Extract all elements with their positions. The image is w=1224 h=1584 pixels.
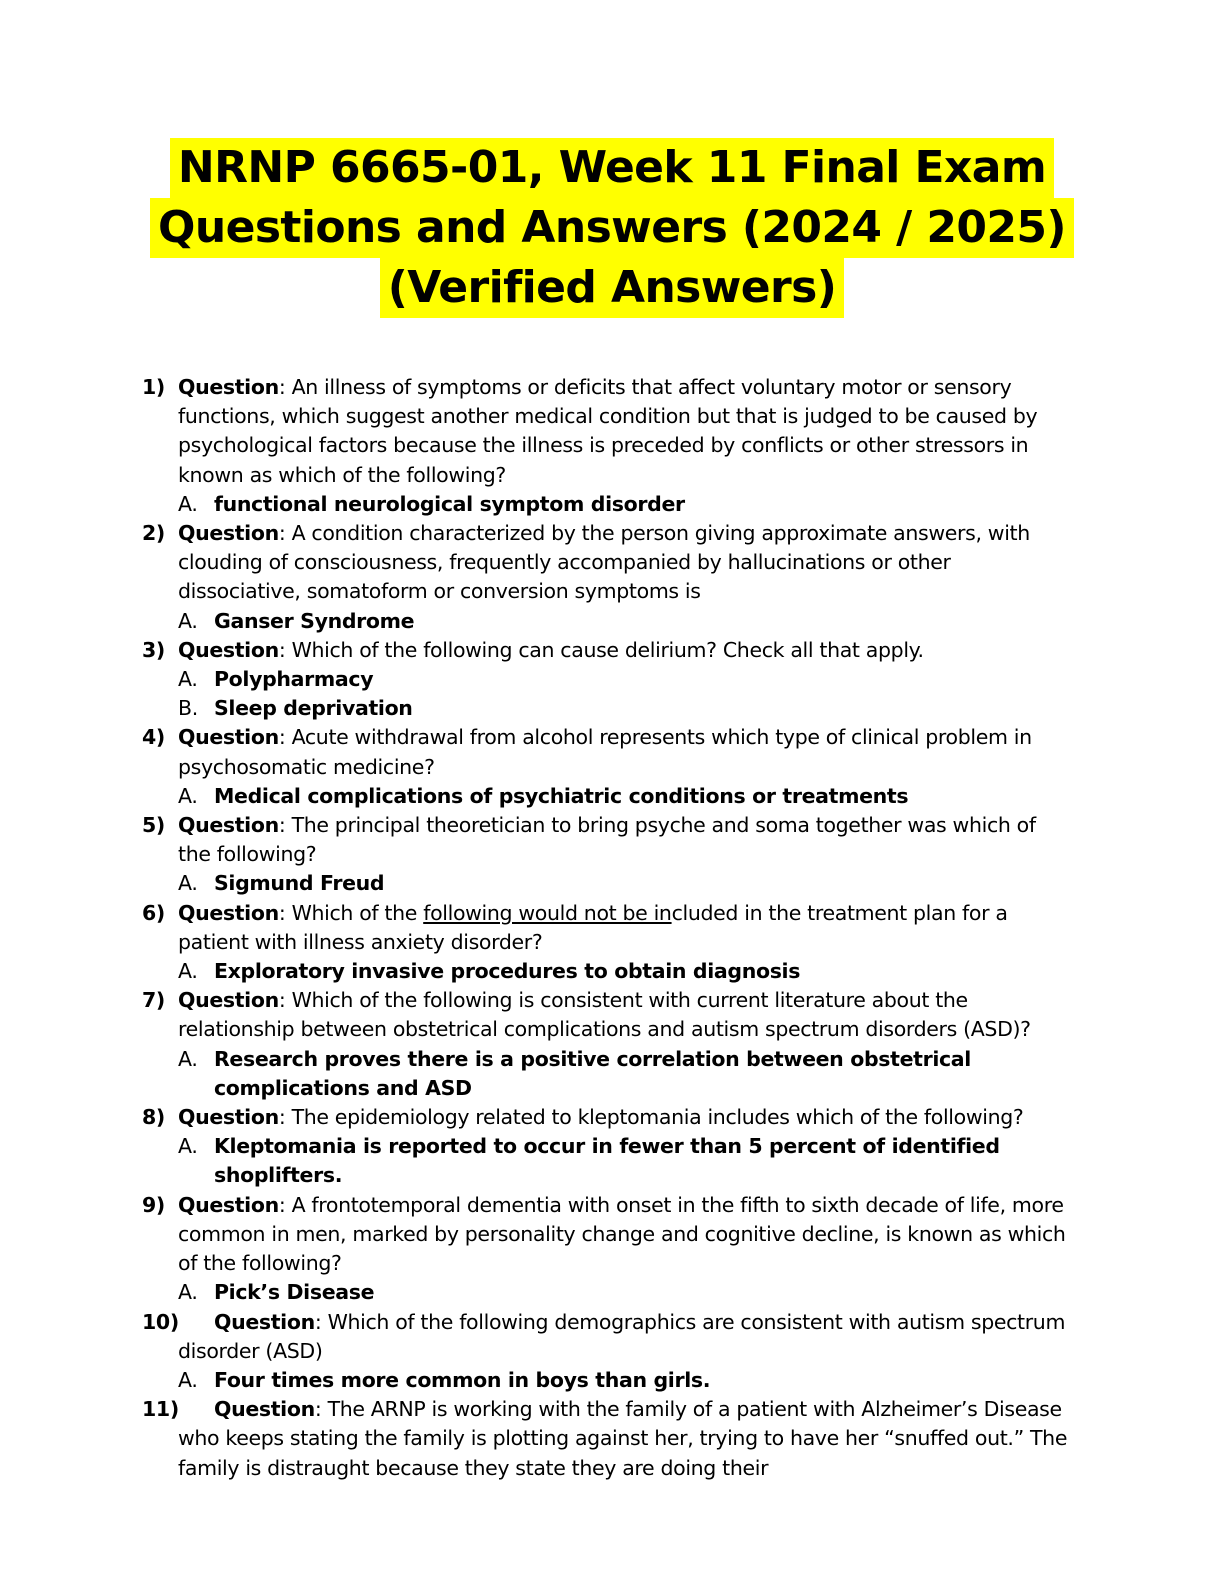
question-number: 8) [142,1105,165,1130]
answer-item [178,1366,1074,1395]
question-item [0,1395,1224,1483]
answer-letter: A. [178,1280,198,1305]
question-number: 2) [142,521,165,546]
answer-letter: A. [178,1046,198,1071]
question-label: Question [178,988,279,1013]
question-text: : A condition characterized by the person giving approximate answers, with clouding of consciousness, frequently accompanied by hallucinations or other dissociative, somatoform or conversion symptoms is [178,521,1030,604]
answer-text: Sleep deprivation [214,696,413,721]
question-item [0,1191,1224,1308]
question-text-after: cluded in the treatment plan for a patient with illness anxiety disorder? [178,900,1008,954]
question-number: 4) [142,725,165,750]
answer-item [178,1045,1074,1103]
question-number: 1) [142,375,165,399]
question-number: 6) [142,900,165,925]
question-label: Question [214,1309,315,1334]
answer-letter: A. [178,1134,198,1159]
question-text-underlined: following would not be in [423,900,672,925]
answer-text: Four times more common in boys than girls. [214,1367,711,1392]
answer-item [178,957,1074,986]
answer-item [178,490,1074,519]
answer-text: functional neurological symptom disorder [214,491,685,516]
question-item [0,1308,1224,1396]
answer-letter: A. [178,1367,198,1392]
answer-text: Exploratory invasive procedures to obtain diagnosis [214,959,801,984]
question-label: Question [178,1105,279,1130]
answer-text: Pick’s Disease [214,1280,375,1305]
question-label: Question [178,725,279,750]
answer-letter: A. [178,491,198,516]
question-item [0,723,1224,811]
question-text: : The ARNP is working with the family of a patient with Alzheimer’s Disease who keeps stating the family is plotting against her, trying to have her “snuffed out.” The family is distraught because they state they are doing their [178,1397,1068,1480]
answer-item [178,665,1074,694]
question-label: Question [178,813,279,838]
question-item [0,986,1224,1103]
answer-item [178,869,1074,898]
answer-item [178,694,1074,723]
answer-item [178,1132,1074,1190]
question-item [0,519,1224,636]
question-label: Question [178,900,279,925]
document-title [0,138,1224,318]
question-text: : Which of the following demographics are consistent with autism spectrum disorder (ASD) [178,1309,1066,1363]
question-number: 3) [142,637,165,662]
question-text: : A frontotemporal dementia with onset in the fifth to sixth decade of life, more common in men, marked by personality change and cognitive decline, is known as which of the following? [178,1192,1066,1276]
question-list [0,373,1224,1483]
answer-text: Medical complications of psychiatric conditions or treatments [214,783,909,808]
answer-letter: A. [178,667,198,692]
answer-item [178,1278,1074,1307]
answer-item [178,782,1074,811]
question-label: Question [178,637,279,662]
question-number: 11) [142,1397,179,1422]
question-item [0,811,1224,899]
question-number: 7) [142,988,165,1013]
question-text: : The principal theoretician to bring psyche and soma together was which of the following? [178,813,1036,867]
answer-letter: A. [178,608,198,633]
question-number: 5) [142,813,165,838]
question-text: : An illness of symptoms or deficits that affect voluntary motor or sensory functions, which suggest another medical condition but that is judged to be caused by psychological factors because the illness is preceded by conflicts or other stressors in known as which of the following? [178,375,1038,487]
question-item [0,373,1224,519]
answer-text: Sigmund Freud [214,871,385,896]
question-item [0,899,1224,987]
question-text-before: : Which of the [278,900,424,925]
question-label: Question [178,1192,279,1217]
question-item [0,636,1224,724]
question-item [0,1103,1224,1191]
question-text: : Which of the following can cause delirium? Check all that apply. [278,637,924,662]
title-line-2: Questions and Answers (2024 / 2025) [150,198,1074,258]
title-line-3: (Verified Answers) [380,258,845,318]
question-label: Question [178,521,279,546]
answer-text: Research proves there is a positive correlation between obstetrical complications and ASD [214,1046,971,1100]
answer-letter: B. [178,696,198,721]
question-text: : Acute withdrawal from alcohol represents which type of clinical problem in psychosomatic medicine? [178,725,1032,779]
answer-letter: A. [178,783,198,808]
answer-text: Ganser Syndrome [214,608,415,633]
answer-item [178,607,1074,636]
question-label: Question [178,375,279,399]
question-text: : Which of the following is consistent with current literature about the relationship between obstetrical complications and autism spectrum disorders (ASD)? [178,988,1031,1042]
answer-text: Polypharmacy [214,667,374,692]
answer-letter: A. [178,959,198,984]
question-text: : The epidemiology related to kleptomania includes which of the following? [278,1105,1024,1130]
title-line-1: NRNP 6665-01, Week 11 Final Exam [170,138,1054,198]
answer-letter: A. [178,871,198,896]
question-number: 9) [142,1192,165,1217]
question-label: Question [214,1397,315,1422]
answer-text: Kleptomania is reported to occur in fewer than 5 percent of identified shoplifters. [214,1134,1000,1188]
question-number: 10) [142,1309,179,1334]
